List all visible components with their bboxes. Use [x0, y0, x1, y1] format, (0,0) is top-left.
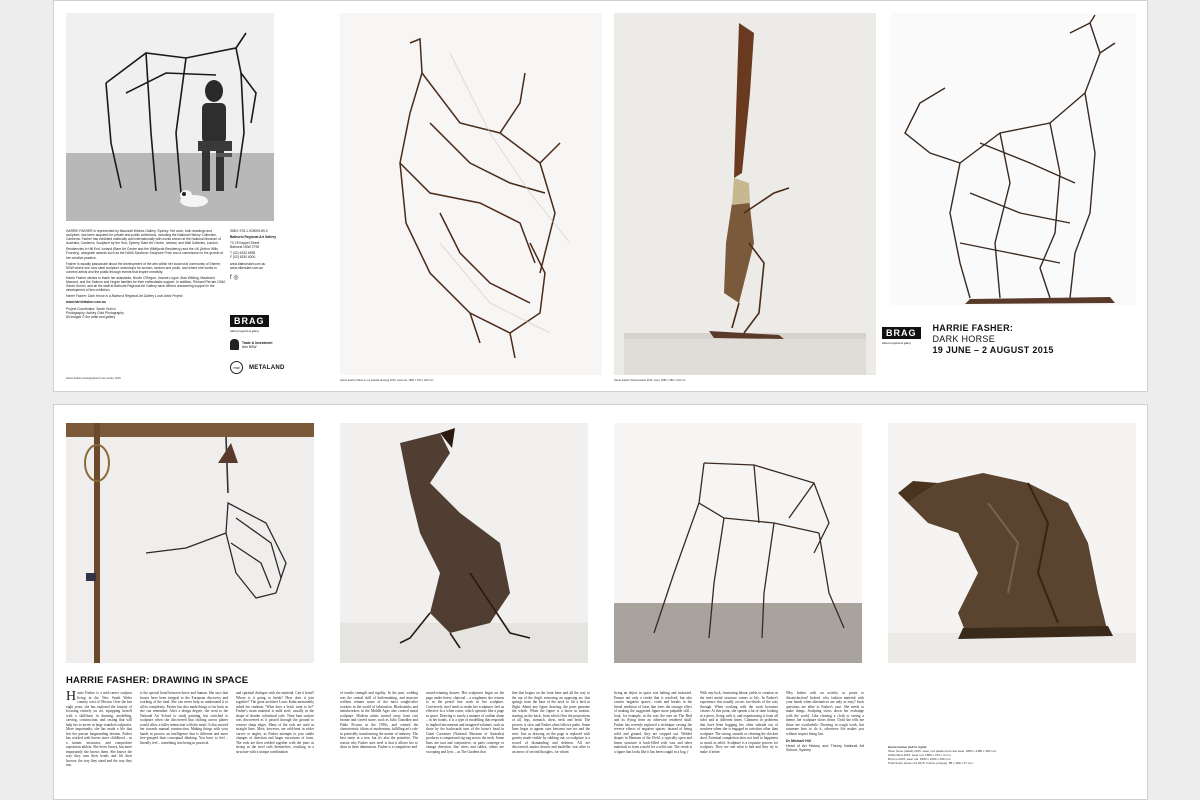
- sponsor-logos: [230, 361, 285, 374]
- brag-subtitle: bathurst regional art gallery: [230, 330, 259, 333]
- horse-sculpture-portrait-image: [66, 13, 274, 221]
- brag-title-wordmark: BRAG: [882, 327, 921, 339]
- works-caption-title: Harrie Fasher (left to right):: [888, 745, 927, 749]
- works-caption-item: Gibbrodina 2015, steel rod, 1880 x 370 x 4 mm.: [888, 753, 952, 757]
- waratah-icon: [230, 339, 239, 350]
- essay-text: arrie Fasher is a mid-career sculptor living in the New South Wales country west of Oberon. Over the last eight years, she has explored the futurity of focusing entirely on art, equipping herself with a skill-base in drawing, modelling, carving, construction, and casting that will help her to arrive at large rounded sculptures. More importantly, she has made a life that lets her pursue longstanding dreams. Fasher has worked with horses since childhood – as a trainer, instructor, and competitive equestrian athlete. She loves horses, but more importantly she knows them. She knows the way they turn their heads and lift their hooves; the way they stand and the way they run.: [66, 691, 132, 767]
- essay-column: living an object in space was halting and awkward. Ensure not only a stroke that is resolved, but also creates 'negative spaces', voids and breaks in the literal rendition of form that frees the onstage effect of making the suggested figure more palpable still – look, for example, at the way the ears on The Bird and its flying from an otherwise rendered skull. Fasher has recently explored a technique casting the reverse effects of negative spaces: instead of being solid and ground, they are cropped out. Welded shapes in Hansom of the Field, a typically open and linear structure is back-filled with wax and other materials to form a mold for a solid cast. The result is a figure that looks like it has been caught in a bog. (: [614, 691, 692, 754]
- cover-photo-dark-horse: [890, 13, 1136, 305]
- sheherazade-caption: Harrie Fasher Sheherazade 2015, steel, 1880 x 388 x 210 mm: [614, 379, 686, 382]
- exhibition-artist: HARRIE FASHER:: [932, 323, 1014, 333]
- works-caption-item: Bronco 2015, steel rod, 1880 x 1600 x 180 mm.: [888, 757, 952, 761]
- artist-website: www.harriefasher.com.au: [66, 300, 106, 305]
- hanging-horse-caption: Harrie Fasher Maria in out pasada drawing 2015, steel rod, 1880 x 540 x 280 mm: [340, 379, 434, 382]
- brag-title-subtitle: bathurst regional art gallery: [882, 342, 911, 345]
- artist-bio-text: [66, 229, 226, 319]
- essay-heading: HARRIE FASHER: DRAWING IN SPACE: [66, 675, 249, 686]
- essay-column: With any luck, frustrating labour yields to creation as the inert metal structure comes to life. In Fasher's experience this usually occurs two-thirds of the way through. When working with the work becomes clearer. At this point, she spends a lot of time looking at a piece, living with it, and experiencing it from all sides and at different times. Calmness in problems that have been bugging her often subside out of nowhere when she is engaged in activities other than sculpture. The strong, smooth or cleaning the chicken shed. Eventual completion does not lead to happiness so much as relief. Sculpture is a requisite process for sculptors. They see one what is bad and they try to make it better.: [700, 691, 778, 754]
- dark-horse-cover-image: [890, 13, 1136, 305]
- sculpture-photo-horse-head: [66, 423, 314, 663]
- mw-logo: mw: [230, 361, 243, 374]
- essay-column: line that begins on the front knee and all the way to the top of the thigh, mirroring an opposing arc that springs from the base of the neck to lift a bird in flight. Admit any figure drawing, the parts generate the whole. When the figure is a horse in motion, starting on the back, from which flow the proportions of all, legs, stomach, chest, neck and head. The process is slow and Fasher often follows paths. Some lines begin to appear cues between one arc and the next. Just as drawing on the page is replaced with gravity made visible by rubbing out, so sculpture is a record of dismantling and deletion. All are discovered, master drawer and modeller, was alive to an arrow of second thoughts, for whom: [512, 691, 590, 754]
- sculpture-photo-sheherazade: [614, 13, 876, 375]
- copyright-note: All images © the artist and gallery: [66, 314, 116, 319]
- gallery-fax: F (02) 6330 6000: [230, 255, 256, 260]
- artist-portrait-photo: [66, 13, 274, 221]
- exhibition-title-block: [882, 323, 1054, 356]
- gallery-web-secondary: www.hillendart.com.au: [230, 265, 263, 270]
- bio-paragraph: Residencies in Hill End, Iceland (Baer Art Centre and the Wildfjords Residency) and the UK (Arthur Wills Foundry), alongside awards such as the NAVA Sandover Sculpture Prize and a commission to the growth of her creative practice.: [66, 247, 224, 260]
- exhibition-dates: 19 JUNE – 2 AUGUST 2015: [932, 345, 1054, 355]
- photography-credit: Photography: Ashley Gold Photography: [66, 310, 124, 315]
- stick-horse-image: [614, 423, 862, 663]
- nsw-trade-label: Trade & Investment: [242, 340, 273, 345]
- catalogue-inner-spread: [53, 404, 1148, 800]
- hanging-horse-image: [340, 13, 602, 375]
- essay-column: of tensile strength and rigidity. In the past, welding was the central skill of boilermaking, and massive welders remain some of the most sought-after workers in the world of fabrication. Blacksmiths and metalworkers in the Middle Ages also created metal sculpture. Modern artists moved away from cast bronze and carved stone, such as Julio González and Pablo Picasso in the 1930s, and created the characteristic idiom of modernism, fulfilling art's role in poetically transforming the matter of industry. The best sense in a tree, but it's also the primitive. The reason why Fasher uses steel is that it allows her to draw in three dimensions. Fasher is a compulsive and: [340, 691, 418, 749]
- metaland-logo: METALAND: [249, 364, 285, 371]
- arts-nsw-logo: [230, 339, 272, 350]
- bio-paragraph: Fasher is equally passionate about the development of the arts within her local rural community of Sherrie, NSW where she runs steel sculpture workshops for women, seniors and youth, and where she works to connect artists and the public through events that inspire creativity.: [66, 261, 222, 274]
- works-caption-item: Preliminary Horse rod 2015, bronze (unique), 88 x 180 x 37 mm.: [888, 761, 974, 765]
- project-coordinator: Project Coordinator: Sarah Gurich: [66, 306, 116, 311]
- essay-dropcap: H: [66, 691, 77, 704]
- sculpture-photo-rust-horse: [340, 423, 588, 663]
- rust-horse-image: [340, 423, 588, 663]
- essay-column: [786, 691, 864, 795]
- bio-credit: Harrie Fasher: Dark Horse is a Bathurst Regional Art Gallery Local Artist Project.: [66, 294, 184, 299]
- essay-column: is the special bond between horse and human. She says that horses have been integral to the European discovery and working of the land. She can never help us understand it in all its complexity. Fasher has also made things so far back as she can remember. After a design degree, she went to the National Art School to study painting, but switched to sculpture when she discovered that shifting across planes would allow a fuller interaction with the motif. It also moved her towards manual construction. Making things with your hands in process an intelligence that is different and more free-grasped than conceptual thinking. You have to feel – literally feel – something into being in practical.: [140, 691, 228, 745]
- bio-paragraph: HARRIE FASHER is represented by Maunsell Wickes Gallery, Sydney. Her work, both drawings and sculpture, has been acquired for private and public collections, including the National History Collection, Canberra. Fasher has exhibited nationally and internationally with works shown at the National Museum of Australia, Canberra, Sculpture by the Sea, Sydney, Baer Art Centre, Iceland, and Wall Galleries, London.: [66, 229, 221, 246]
- essay-author: Dr Michael Hill: [786, 739, 811, 743]
- catalogue-back-spread: [53, 0, 1148, 392]
- sculpture-photo-hanging-horse: [340, 13, 602, 375]
- isbn: ISBN: 978-1-925009-89-0: [230, 229, 268, 233]
- gallery-city: Bathurst NSW 2795: [230, 245, 260, 250]
- gallery-name: Bathurst Regional Art Gallery: [230, 235, 277, 240]
- horse-head-studio-image: [66, 423, 314, 663]
- essay-column: [66, 691, 132, 795]
- sculpture-photo-stick-horse: [614, 423, 862, 663]
- exhibition-name: DARK HORSE: [932, 334, 996, 344]
- arts-nsw-label: Arts NSW: [242, 344, 257, 349]
- gallery-web: www.bathurstart.com.au: [230, 261, 266, 266]
- works-caption: [888, 745, 1128, 765]
- gallery-details: [230, 229, 300, 280]
- sculpture-photo-cast-horse: [888, 423, 1136, 663]
- gallery-street: 70-78 Keppel Street: [230, 241, 260, 246]
- essay-column: award-winning drawer. Her sculptures begin on the page under heavy charcoal – a roughness she returns to in the pencil line work in her sculpture. Conversely, steel tends to make her sculptures feel as effective in a white room, which operates like a page in space. Drawing is surely a manner of outline alone – in her hands, it is a type of modelling that responds to implied movements and imagined volumes, such as those by the backwards turn of the horse's head in Giant Curvature (National Museum of Australia) produces a compressed zig-zag across the neck. Some lines are taut and conjunctive, as parts converge or change direction, like wires and cables, others are swooping and lyric – as The Gardens that: [426, 691, 504, 754]
- portrait-caption: Harrie Fasher photographed in her studio, 2015: [66, 377, 121, 380]
- cast-horse-image: [888, 423, 1136, 663]
- sheherazade-image: [614, 13, 876, 375]
- essay-text: Why bother with an activity so prone to dissatisfaction? Indeed, why fashion material with your hands when alternatives are only as easy? Such questions are alike to Fasher's case. She needs to make things. Sculpting slows down her exchange with the world. Like clearing a cloth or seeing a theme, her sculpture slows down. Until she tells me those are worthwhile. Drawing in rough work, but someone how to do it, otherwise life makes you without respect being lost.: [786, 691, 864, 736]
- essay-author-title: Head of Art History and Theory National Art School, Sydney: [786, 743, 864, 752]
- social-icons: f ◎: [230, 274, 239, 281]
- gallery-phone: T (02) 6333 6555: [230, 251, 256, 256]
- works-caption-item: Shoe horse (detail) 2015, steel, red plaster and cast steel, 1880 x 1380 x 380 mm.: [888, 749, 998, 753]
- brag-wordmark: BRAG: [230, 315, 269, 327]
- brag-logo: [230, 311, 269, 333]
- essay-column: and spiritual dialogue with the material. Can it bend? Where is it going to break? How does it join together? The great architect Louis Kahn memorably asked his students, 'What does a brick want to be?' Fasher's main material is mild steel, usually in the shape of slender cylindrical rods. Their bare surface was discovered as it passed through the ground to remove sharp edges. Many of the rods are used as straight lines. Most, however, are cold-bent in wider curves or angles, as Fasher attempts to join subtle changes of direction and larger curvatures of form. The rods are then welded together with the joins as strong as the steel rods themselves, resulting in a structure with a unique combination: [236, 691, 314, 754]
- bio-paragraph: Harrie Fasher wishes to thank her assistants, Nicole O'Regan, Joanne Logue, Alan Wilding, Macleand Mamont, and the Salmon and Hogan families for their enthusiastic support. In addition, Richard Perram OAM, Sarah Gurich, and all the staff at Bathurst Regional Art Gallery have offered unwavering support in the development of this exhibition.: [66, 275, 226, 293]
- brag-badge: [882, 323, 921, 345]
